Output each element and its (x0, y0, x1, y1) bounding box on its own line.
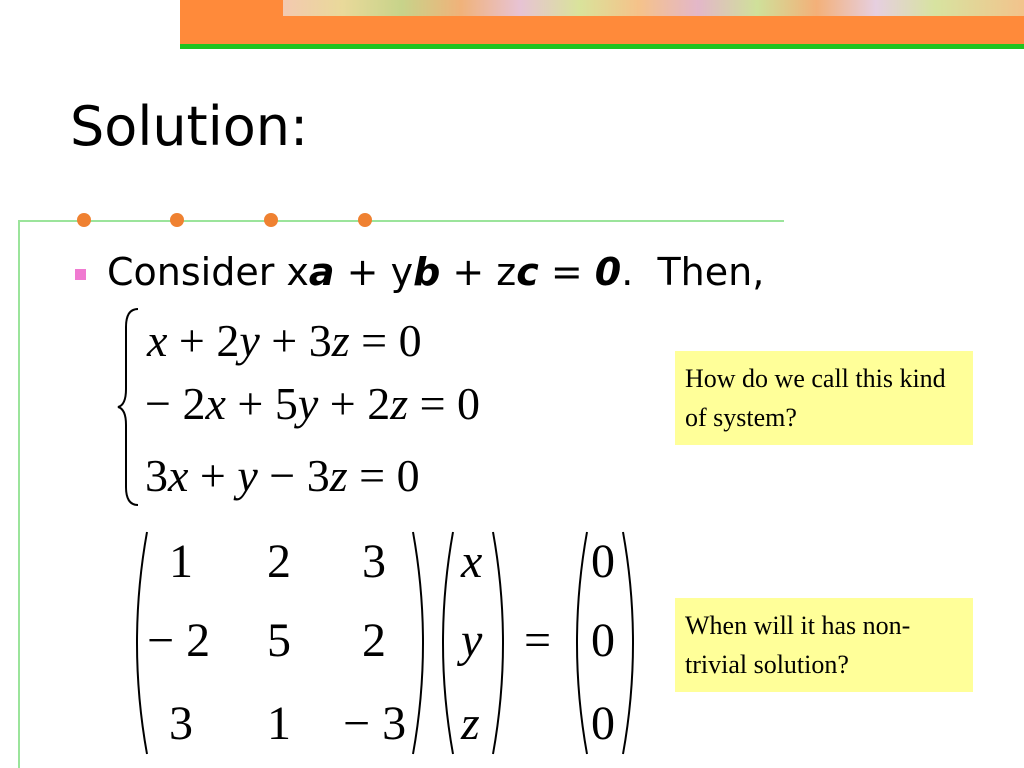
orange-dot-1 (77, 213, 91, 227)
vector-b: b (413, 250, 441, 294)
orange-dot-4 (358, 213, 372, 227)
frame-top-line (18, 220, 784, 222)
then-text: . Then, (621, 250, 765, 294)
matrix-cell: 1 (267, 697, 291, 750)
rhs-cell: 0 (591, 697, 615, 750)
consider-prefix: Consider x (107, 250, 309, 294)
slide-title: Solution: (70, 95, 309, 158)
matrix-cell: 5 (267, 614, 291, 667)
variable-z: z (461, 697, 480, 750)
equation-3: 3x + y − 3z = 0 (145, 450, 420, 501)
note-nontrivial: When will it has non-trivial solution? (675, 598, 973, 692)
banner-flower-image (283, 0, 1024, 16)
matrix-cell: 3 (362, 535, 386, 588)
rhs-cell: 0 (591, 535, 615, 588)
equation-1: x + 2y + 3z = 0 (147, 315, 422, 366)
variable-x: x (461, 535, 483, 588)
banner-green-stripe (180, 44, 1024, 49)
system-brace (116, 307, 146, 507)
bullet-marker (75, 269, 86, 280)
equation-2: − 2x + 5y + 2z = 0 (145, 378, 481, 429)
matrix-cell: 2 (362, 614, 386, 667)
plus-y: + y (334, 250, 414, 294)
frame-left-line (18, 220, 20, 768)
vector-c: c (516, 250, 539, 294)
rhs-cell: 0 (591, 614, 615, 667)
matrix-cell: 3 (169, 697, 193, 750)
plus-z: + z (440, 250, 517, 294)
orange-dot-3 (264, 213, 278, 227)
matrix-cell: 2 (267, 535, 291, 588)
equals-sign: = (538, 250, 595, 294)
matrix-cell: 1 (169, 535, 193, 588)
matrix-equals: = (524, 614, 552, 667)
variable-y: y (461, 614, 483, 667)
matrix-cell: − 2 (147, 614, 211, 667)
note-system-type: How do we call this kind of system? (675, 351, 973, 445)
zero-vector: 0 (594, 250, 622, 294)
consider-line (107, 250, 764, 296)
vector-a: a (308, 250, 335, 294)
matrix-cell: − 3 (343, 697, 407, 750)
orange-dot-2 (170, 213, 184, 227)
